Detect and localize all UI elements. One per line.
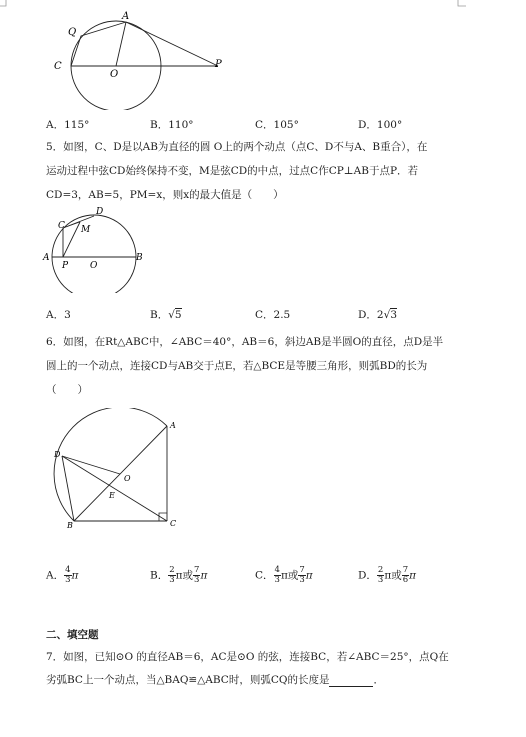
q4-option-d: D．100° xyxy=(358,119,403,131)
sqrt-symbol: √ xyxy=(168,309,175,321)
q4-option-c: C．105° xyxy=(255,119,299,131)
q6-option-d-prefix: D． xyxy=(358,569,377,582)
section-title-fill-in: 二、填空题 xyxy=(46,629,99,641)
fraction: $\frac{7}{6}$ xyxy=(402,565,409,585)
q5-option-b xyxy=(150,307,182,322)
fig5-label-o: O xyxy=(90,261,98,271)
q5-line-1: 5．如图，C、D是以AB为直径的圆 O上的两个动点（点C、D不与A、B重合），在 xyxy=(46,141,428,153)
q6-line-3: （ ） xyxy=(46,384,88,396)
q5-option-d-prefix: D．2 xyxy=(358,309,384,321)
q5-line-2: 运动过程中弦CD始终保持不变，M是弦CD的中点，过点C作CP⊥AB于点P．若 xyxy=(46,165,419,177)
answer-blank[interactable] xyxy=(329,676,373,687)
q7-line-2-end: ． xyxy=(373,674,384,686)
fraction: $\frac{4}{3}$ xyxy=(274,565,280,585)
fig4-label-q: Q xyxy=(68,27,77,38)
q6-line-1: 6．如图，在Rt△ABC中，∠ABC＝40°，AB＝6，斜边AB是半圆O的直径，点D是半 xyxy=(46,336,444,348)
fraction: $\frac{4}{3}$ xyxy=(65,565,71,585)
fraction: $\frac{2}{3}$ xyxy=(377,565,384,585)
fig4-label-o: O xyxy=(110,69,119,80)
q7-line-1: 7．如图，已知⊙O 的直径AB＝6，AC是⊙O 的弦，连接BC，若∠ABC＝25°，点Q在 xyxy=(46,651,449,663)
q5-option-a: A．3 xyxy=(46,309,71,321)
q6-option-b: B． $\frac{2}{3}$ π或 $\frac{7}{3}$ π xyxy=(150,565,208,585)
q5-option-b-radicand: 5 xyxy=(174,309,182,321)
q6-option-c: C． $\frac{4}{3}$ π或 $\frac{7}{3}$ π xyxy=(255,565,313,585)
fig5-label-m: M xyxy=(81,225,91,235)
q6-option-a: A． $\frac{4}{3}$ π xyxy=(46,565,79,585)
q5-line-3: CD=3，AB=5，PM=x，则x的最大值是（ ） xyxy=(46,189,284,201)
fig4-label-a: A xyxy=(122,11,130,22)
q5-option-d-radicand: 3 xyxy=(390,309,397,321)
fraction: $\frac{7}{3}$ xyxy=(194,565,200,585)
q7-line-2-text: 劣弧BC上一个动点，当△BAQ≌△ABC时，则弧CQ的长度是 xyxy=(46,674,330,686)
fig6-label-b: B xyxy=(67,521,73,530)
figure-q6-semicircle-triangle xyxy=(50,408,190,538)
fig6-label-o: O xyxy=(124,474,131,483)
q6-option-d: D． $\frac{2}{3}$ π或 $\frac{7}{6}$ π xyxy=(358,565,417,585)
fig4-label-p: P xyxy=(215,59,222,70)
fig6-label-d: D xyxy=(54,450,61,459)
fig6-label-a: A xyxy=(170,421,176,430)
q6-line-2: 圆上的一个动点，连接CD与AB交于点E，若△BCE是等腰三角形，则弧BD的长为 xyxy=(46,360,428,372)
fig6-label-c: C xyxy=(170,519,177,528)
fig5-label-d: D xyxy=(96,207,104,217)
q6-option-c-prefix: C． xyxy=(255,569,274,582)
corner-mark-top-left xyxy=(0,0,14,14)
fig5-label-c: C xyxy=(58,221,65,231)
figure-q5-circle-chord xyxy=(40,203,160,293)
figure-q4-circle-tangent xyxy=(40,4,240,110)
fig5-label-p: P xyxy=(62,261,69,271)
fraction: $\frac{2}{3}$ xyxy=(169,565,175,585)
fig5-label-a: A xyxy=(43,253,50,263)
fig5-label-b: B xyxy=(136,253,143,263)
fig4-label-c: C xyxy=(54,61,62,72)
fig6-label-e: E xyxy=(109,491,115,500)
q4-option-b: B．110° xyxy=(150,119,194,131)
q7-line-2 xyxy=(46,673,384,687)
sqrt-symbol: √ xyxy=(383,309,391,321)
q5-option-d xyxy=(358,307,397,322)
q5-option-c: C．2.5 xyxy=(255,309,291,321)
corner-mark-top-right xyxy=(452,0,466,14)
q6-option-b-prefix: B． xyxy=(150,569,169,582)
q6-option-a-prefix: A． xyxy=(46,569,65,582)
fraction: $\frac{7}{3}$ xyxy=(299,565,305,585)
q4-option-a: A．115° xyxy=(46,119,90,131)
q5-option-b-prefix: B． xyxy=(150,309,169,321)
